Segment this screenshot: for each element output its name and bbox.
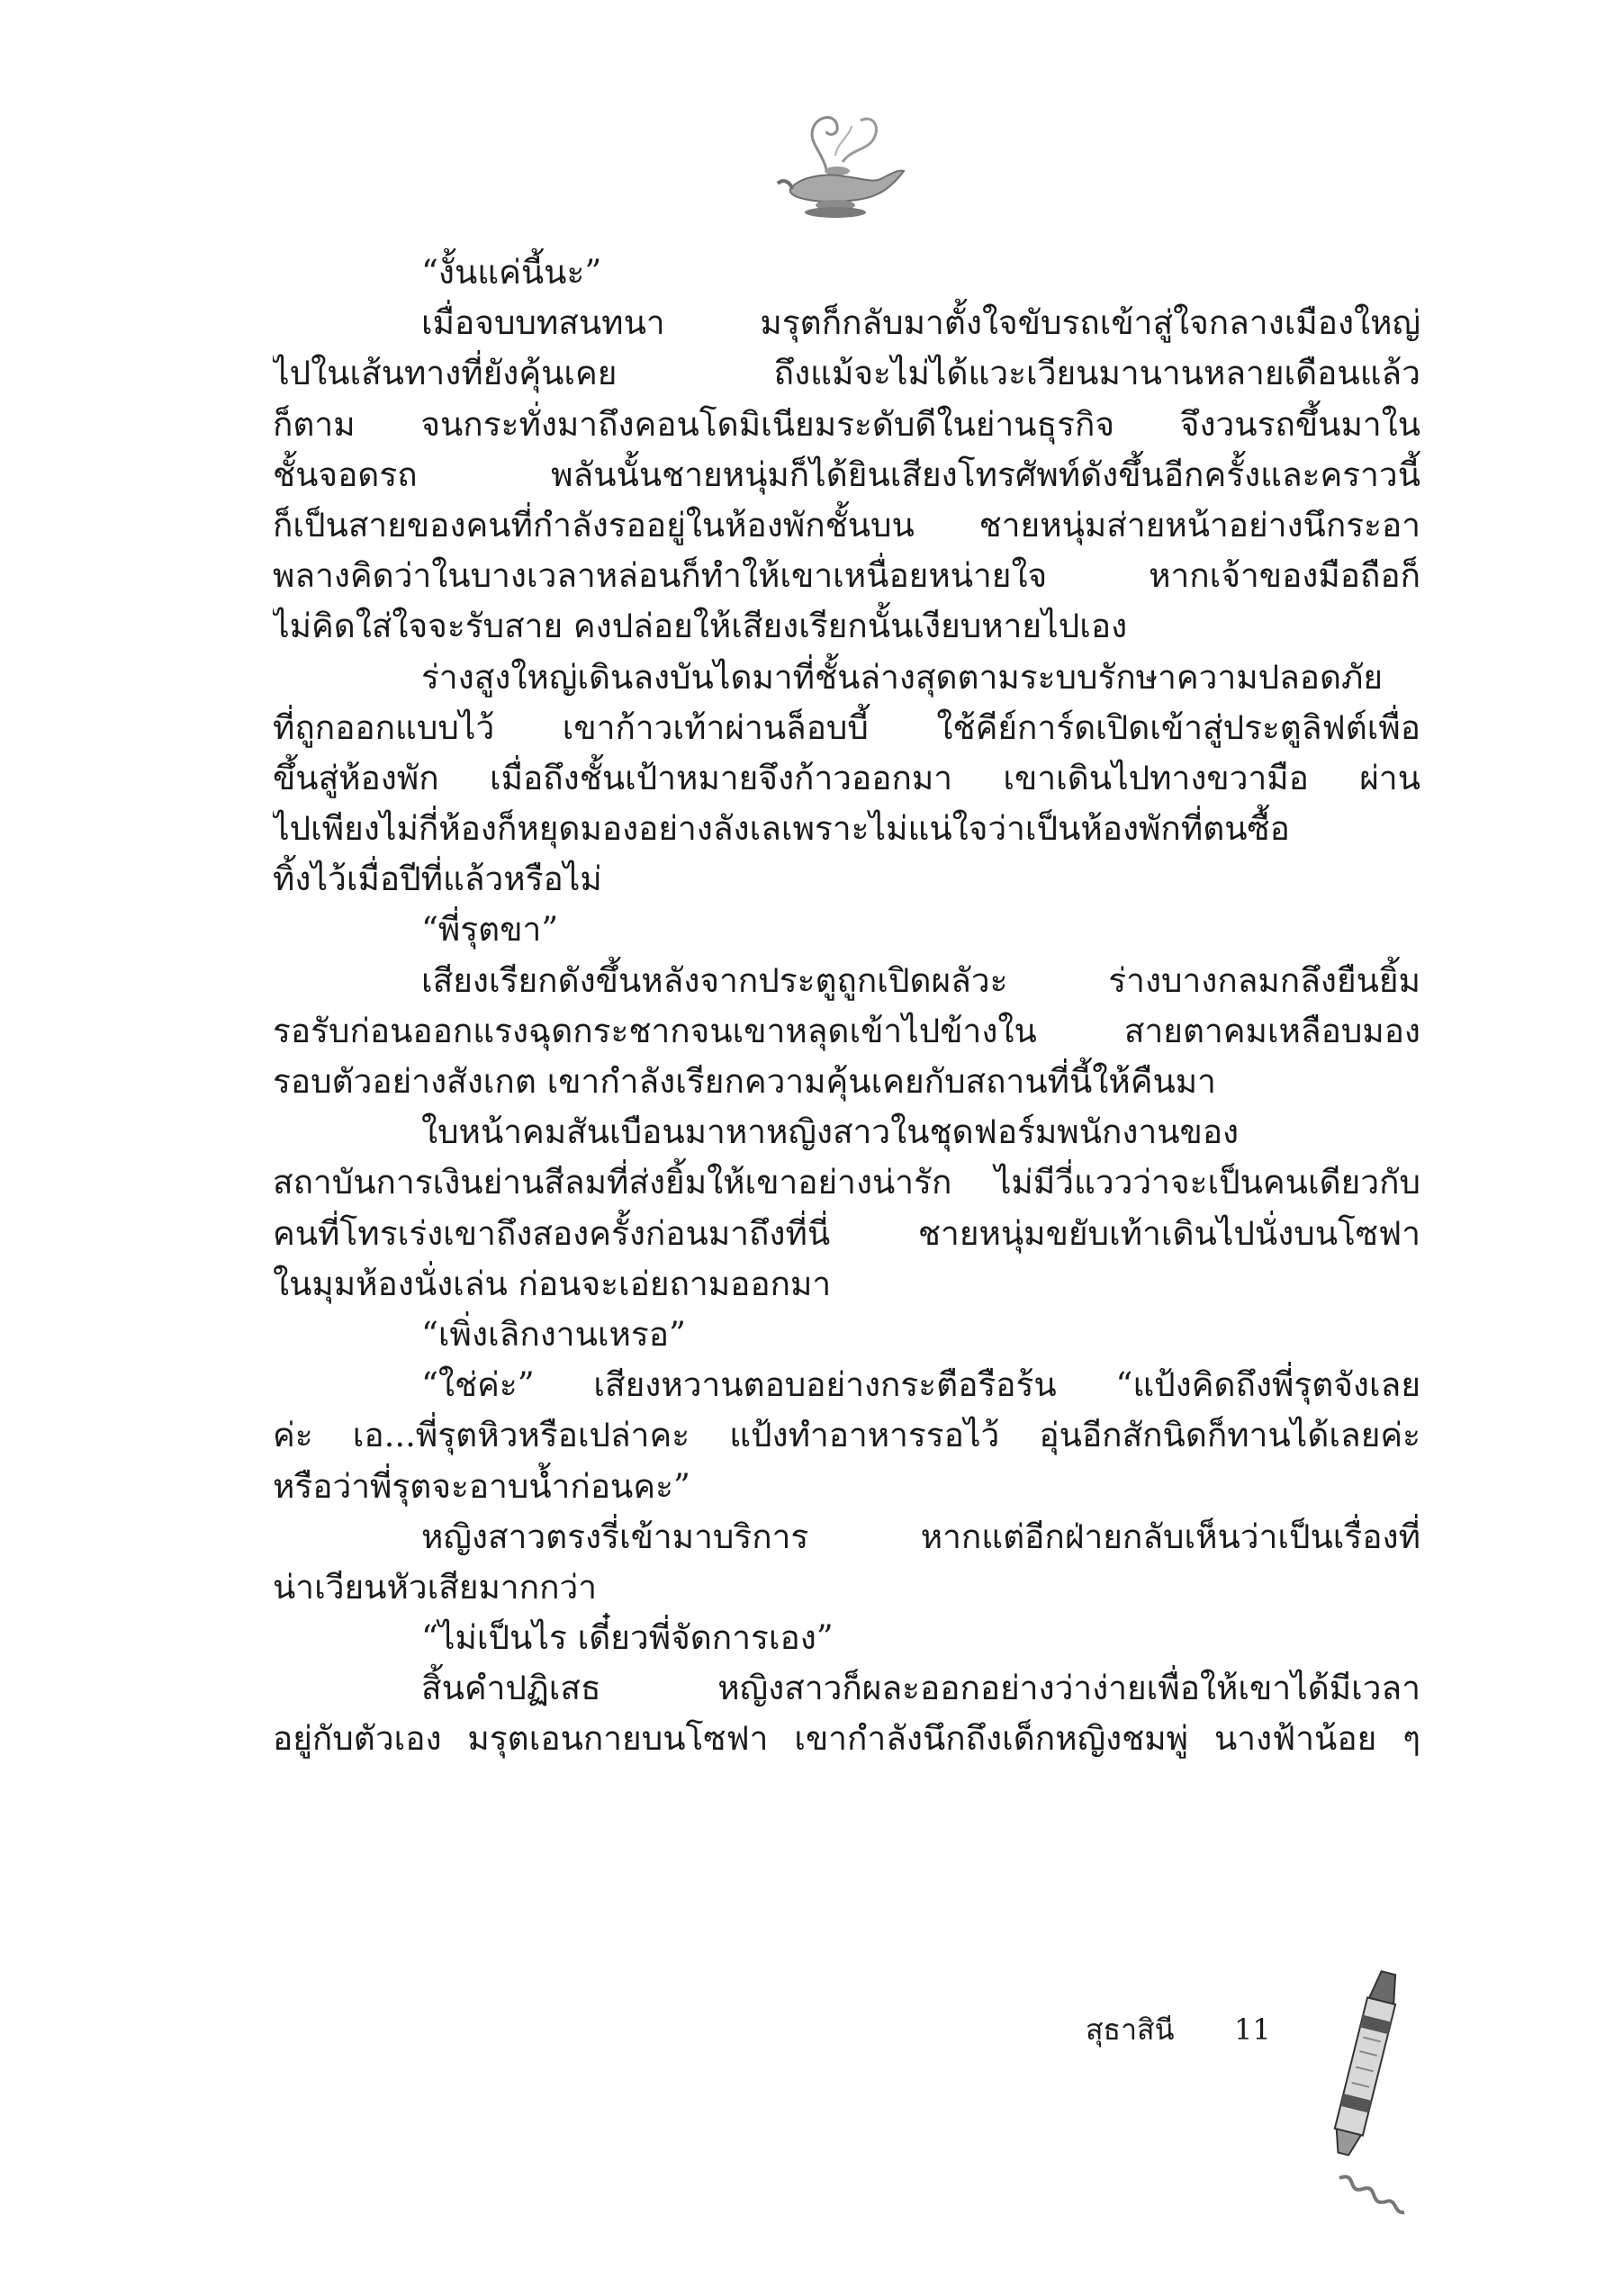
text-line: ที่ถูกออกแบบไว้ เขาก้าวเท้าผ่านล็อบบี้ ใช้คีย์การ์ดเปิดเข้าสู่ประตูลิฟต์เพื่อ: [273, 707, 1420, 747]
text-line: ขึ้นสู่ห้องพัก เมื่อถึงชั้นเป้าหมายจึงก้าวออกมา เขาเดินไปทางขวามือ ผ่าน: [273, 758, 1420, 797]
text-line: พลางคิดว่าในบางเวลาหล่อนก็ทำให้เขาเหนื่อยหน่ายใจ หากเจ้าของมือถือก็: [273, 556, 1420, 596]
text-line: เสียงเรียกดังขึ้นหลังจากประตูถูกเปิดผลัวะ ร่างบางกลมกลึงยืนยิ้ม: [421, 960, 1420, 1000]
genie-lamp-icon: [772, 106, 907, 228]
text-line: เมื่อจบบทสนทนา มรุตก็กลับมาตั้งใจขับรถเข้าสู่ใจกลางเมืองใหญ่: [421, 303, 1420, 343]
text-line: อยู่กับตัวเอง มรุตเอนกายบนโซฟา เขากำลังนึกถึงเด็กหญิงชมพู่ นางฟ้าน้อย ๆ: [273, 1719, 1420, 1759]
text-line: “เพิ่งเลิกงานเหรอ”: [421, 1314, 686, 1354]
text-line: รอรับก่อนออกแรงฉุดกระชากจนเขาหลุดเข้าไปข้างใน สายตาคมเหลือบมอง: [273, 1011, 1420, 1050]
text-line: “งั้นแค่นี้นะ”: [421, 253, 602, 292]
text-line: รอบตัวอย่างสังเกต เขากำลังเรียกความคุ้นเคยกับสถานที่นี้ให้คืนมา: [273, 1062, 1216, 1101]
text-line: “พี่รุตขา”: [421, 910, 559, 950]
text-line: ก็ตาม จนกระทั่งมาถึงคอนโดมิเนียมระดับดีในย่านธุรกิจ จึงวนรถขึ้นมาใน: [273, 404, 1420, 444]
page-number: 11: [1234, 2012, 1271, 2047]
text-line: สถาบันการเงินย่านสีลมที่ส่งยิ้มให้เขาอย่างน่ารัก ไม่มีวี่แววว่าจะเป็นคนเดียวกับ: [273, 1163, 1420, 1202]
text-line: ชั้นจอดรถ พลันนั้นชายหนุ่มก็ได้ยินเสียงโทรศัพท์ดังขึ้นอีกครั้งและคราวนี้: [273, 455, 1420, 494]
text-line: ในมุมห้องนั่งเล่น ก่อนจะเอ่ยถามออกมา: [273, 1264, 832, 1303]
text-line: ค่ะ เอ...พี่รุตหิวหรือเปล่าคะ แป้งทำอาหารรอไว้ อุ่นอีกสักนิดก็ทานได้เลยค่ะ: [273, 1416, 1420, 1455]
text-line: หรือว่าพี่รุตจะอาบน้ำก่อนคะ”: [273, 1466, 690, 1506]
text-line: ไปในเส้นทางที่ยังคุ้นเคย ถึงแม้จะไม่ได้แวะเวียนมานานหลายเดือนแล้ว: [273, 354, 1420, 393]
body-text: [273, 248, 1420, 1765]
crayon-icon: [1303, 1962, 1411, 2232]
text-line: น่าเวียนหัวเสียมากกว่า: [273, 1567, 598, 1607]
text-line: “ไม่เป็นไร เดี๋ยวพี่จัดการเอง”: [421, 1618, 834, 1658]
text-line: ก็เป็นสายของคนที่กำลังรออยู่ในห้องพักชั้นบน ชายหนุ่มส่ายหน้าอย่างนึกระอา: [273, 505, 1420, 545]
text-line: ไปเพียงไม่กี่ห้องก็หยุดมองอย่างลังเลเพราะไม่แน่ใจว่าเป็นห้องพักที่ตนซื้อ: [273, 809, 1290, 849]
text-line: ทิ้งไว้เมื่อปีที่แล้วหรือไม่: [273, 860, 602, 899]
author-name: สุธาสินี: [1086, 2012, 1175, 2047]
text-line: ใบหน้าคมสันเบือนมาหาหญิงสาวในชุดฟอร์มพนักงานของ: [421, 1112, 1240, 1152]
text-line: สิ้นคำปฏิเสธ หญิงสาวก็ผละออกอย่างว่าง่ายเพื่อให้เขาได้มีเวลา: [421, 1669, 1420, 1708]
text-line: “ใช่ค่ะ” เสียงหวานตอบอย่างกระตือรือร้น “แป้งคิดถึงพี่รุตจังเลย: [421, 1365, 1420, 1405]
text-line: หญิงสาวตรงรี่เข้ามาบริการ หากแต่อีกฝ่ายกลับเห็นว่าเป็นเรื่องที่: [421, 1517, 1420, 1556]
text-line: ไม่คิดใส่ใจจะรับสาย คงปล่อยให้เสียงเรียกนั้นเงียบหายไปเอง: [273, 607, 1128, 646]
text-line: คนที่โทรเร่งเขาถึงสองครั้งก่อนมาถึงที่นี่ ชายหนุ่มขยับเท้าเดินไปนั่งบนโซฟา: [273, 1213, 1420, 1253]
page-footer: [1086, 2007, 1284, 2052]
text-line: ร่างสูงใหญ่เดินลงบันไดมาที่ชั้นล่างสุดตามระบบรักษาความปลอดภัย: [421, 657, 1384, 697]
